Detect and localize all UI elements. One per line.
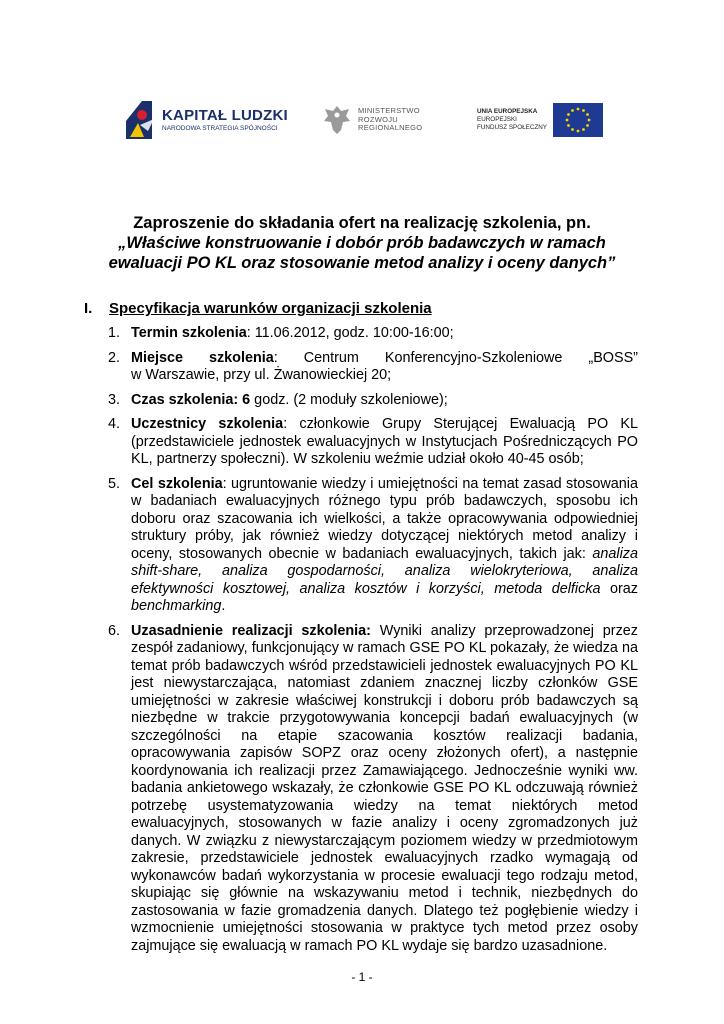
list-item bbox=[108, 392, 638, 410]
item-number: 1. bbox=[108, 325, 121, 341]
kapital-ludzki-subtitle: NARODOWA STRATEGIA SPÓJNOŚCI bbox=[162, 124, 278, 132]
kapital-ludzki-emblem-icon bbox=[122, 97, 158, 143]
ministerstwo-line2: ROZWOJU bbox=[358, 114, 399, 124]
unia-europejska-logo bbox=[477, 103, 603, 137]
item-text: oraz bbox=[600, 580, 638, 597]
item-label: Cel szkolenia bbox=[131, 475, 223, 492]
page-number: - 1 - bbox=[351, 970, 373, 984]
title-line-1: Zaproszenie do składania ofert na realizację szkolenia, pn. bbox=[133, 214, 591, 232]
item-italic-text: benchmarking bbox=[131, 598, 222, 614]
ministerstwo-line1: MINISTERSTWO bbox=[358, 106, 420, 116]
logo-bar bbox=[0, 95, 724, 145]
document-title bbox=[80, 213, 644, 273]
item-number: 5. bbox=[108, 475, 121, 492]
item-number: 2. bbox=[108, 349, 121, 366]
item-text: Wyniki analizy przeprowadzonej przez zespół zadaniowy, funkcjonujący w ramach GSE PO KL pokazały, że wiedza na temat prób badawczych wśród przedstawicieli jednostek ewaluacyjnych PO KL jest niewystarczająca, natomiast zdaniem znacznej liczby członków GSE umiejętności w zakresie właściwej konstrukcji i doboru prób badawczych są niezbędne w trakcie przygotowywania koncepcji badań ewaluacyjnych (w szczególności na etapie szacowania kosztów realizacji badania, opracowywania zapisów SOPZ oraz oceny złożonych ofert), a następnie koordynowania ich realizacji przez Zamawiającego. Jednocześnie wyniki ww. badania ankietowego wskazały, że członkowie GSE PO KL odczuwają również potrzebę usystematyzowania wiedzy na temat niektórych metod ewaluacyjnych, stosowanych w fazie analizy i oceny zgromadzonych już danych. W związku z niewystarczającym poziomem wiedzy w przedmiotowym zakresie, przedstawiciele jednostek ewaluacyjnych rzadko wymagają od wykonawców badań wykorzystania w procesie ewaluacji tego rodzaju metod, skupiając się głównie na wskazywaniu metod i technik, niezbędnych do zastosowania w fazie gromadzenia danych. Dlatego też pogłębienie wiedzy i wzmocnienie umiejętności stosowania w praktyce tych metod przez osoby zajmujące się ewaluacją w ramach PO KL wydaje się bardzo uzasadnione. bbox=[131, 622, 638, 954]
item-text: : członkowie Grupy Sterującej Ewaluacją PO KL (przedstawiciele jednostek ewaluacyjnych w Instytucjach Pośredniczących PO KL, partnerzy społeczni). W szkoleniu weźmie udział około 40-45 osób; bbox=[131, 416, 638, 467]
eu-flag-icon bbox=[553, 103, 603, 137]
item-line bbox=[131, 350, 638, 368]
title-line-2: „Właściwe konstruowanie i dobór prób badawczych w ramach bbox=[118, 234, 606, 252]
item-text: : ugruntowanie wiedzy i umiejętności na temat zasad stosowania w badaniach ewaluacyjnych różnego typu prób badawczych, sposobu ich doboru oraz szacowania ich wielkości, a także opracowywania odpowiedniej struktury próby, jak również wiedzy dotyczącej niektórych metod analizy i oceny, stosowanych obecnie w badaniach ewaluacyjnych, takich jak: bbox=[131, 475, 638, 562]
section-number: I. bbox=[84, 300, 93, 317]
section-heading bbox=[84, 300, 432, 317]
item-label-value: 6 bbox=[238, 391, 251, 408]
item-label: Czas szkolenia: bbox=[131, 391, 239, 408]
item-text: . bbox=[221, 598, 226, 614]
item-text: : 11.06.2012, godz. 10:00-16:00; bbox=[246, 325, 454, 341]
item-label: Termin szkolenia bbox=[131, 325, 247, 341]
section-heading-text: Specyfikacja warunków organizacji szkolenia bbox=[109, 300, 432, 317]
list-item bbox=[108, 416, 638, 469]
eagle-emblem-icon bbox=[322, 103, 352, 137]
title-line-3: ewaluacji PO KL oraz stosowanie metod analizy i oceny danych” bbox=[108, 254, 616, 272]
list-item bbox=[108, 350, 638, 385]
ministerstwo-logo bbox=[322, 103, 422, 137]
item-number: 3. bbox=[108, 391, 121, 408]
item-label: Miejsce szkolenia bbox=[131, 349, 274, 366]
list-item bbox=[108, 325, 638, 343]
item-number: 4. bbox=[108, 416, 121, 432]
ministerstwo-line3: REGIONALNEGO bbox=[358, 123, 423, 133]
item-italic-text: analiza shift-share, analiza gospodarności, analiza wielokryteriowa, analiza efektywności kosztowej, analiza kosztów i korzyści, metoda delficka bbox=[131, 545, 638, 597]
kapital-ludzki-title: KAPITAŁ LUDZKI bbox=[162, 106, 288, 124]
item-text: godz. (2 moduły szkoleniowe); bbox=[250, 391, 448, 408]
list-item bbox=[108, 476, 638, 616]
item-number: 6. bbox=[108, 622, 121, 639]
list-item bbox=[108, 623, 638, 956]
unia-line1: UNIA EUROPEJSKA bbox=[477, 108, 538, 115]
unia-line2: EUROPEJSKI bbox=[477, 116, 517, 123]
kapital-ludzki-logo bbox=[122, 97, 288, 143]
specification-list bbox=[108, 325, 638, 962]
item-text: w Warszawie, przy ul. Żwanowieckiej 20; bbox=[131, 367, 392, 383]
item-label: Uzasadnienie realizacji szkolenia: bbox=[131, 622, 371, 639]
item-label: Uczestnicy szkolenia bbox=[131, 416, 284, 432]
item-text: : Centrum Konferencyjno-Szkoleniowe „BOSS” bbox=[273, 349, 638, 366]
unia-line3: FUNDUSZ SPOŁECZNY bbox=[477, 124, 547, 131]
